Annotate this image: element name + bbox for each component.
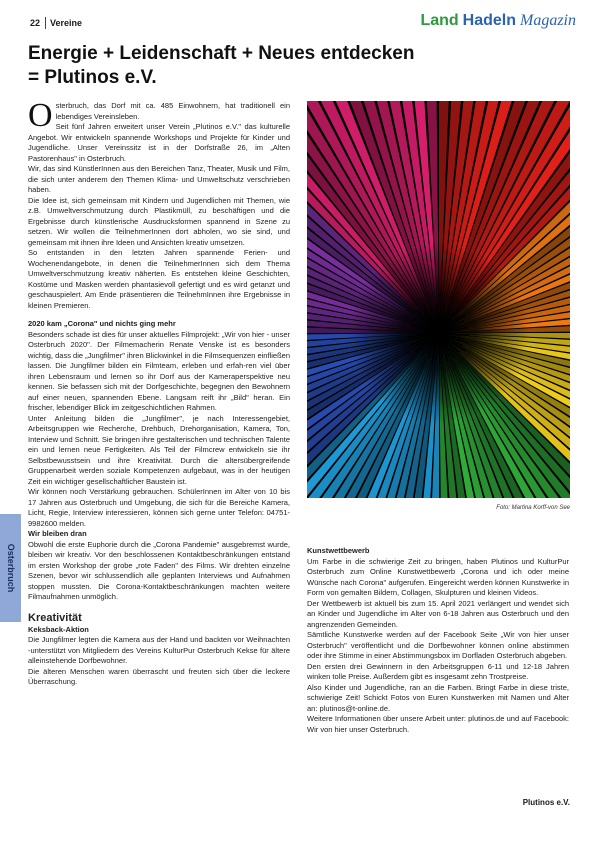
side-tab-osterbruch — [0, 514, 21, 622]
intro-text: sterbruch, das Dorf mit ca. 485 Einwohnern, hat traditionell ein lebendiges Vereinsleben. — [55, 101, 290, 121]
paragraph: Der Wettbewerb ist aktuell bis zum 15. April 2021 verlängert und wendet sich an Kinder und Jugendliche im Alter von 6-18 Jahren aus Osterbruch und den angrenzenden Gemeinden. — [307, 598, 569, 629]
photo-burst-graphic — [307, 101, 570, 498]
article-title — [28, 42, 448, 90]
magazine-logo — [420, 12, 576, 30]
subheading-kunstwettbewerb: Kunstwettbewerb — [307, 546, 370, 555]
subheading-dran: Wir bleiben dran — [28, 529, 87, 538]
paragraph: Wir können noch Verstärkung gebrauchen. SchülerInnen im Alter von 10 bis 17 Jahren aus Osterbruch und Umgebung, die sich für die Bereiche Kamera, Licht, Regie, Interview interessieren, können sich gerne unter Telefon: 04751-9982600 melden. — [28, 487, 290, 528]
left-column — [28, 97, 290, 688]
paragraph: So entstanden in den letzten Jahren spannende Ferien- und Wochenendangebote, in denen die TeilnehmerInnen sich dem Thema Umweltverschmutzung kreativ näherten. Es entstehen kleine Geschichten, Kostüme und Masken werden phantasievoll gefertigt und es wird getanzt und geschauspielert. Am Ende präsentieren die TeilnehmInnen ihre Ergebnisse in kleinen Premieren. — [28, 248, 290, 310]
logo-part-land: Land — [420, 12, 459, 29]
drop-cap: O — [28, 97, 53, 134]
burst-dark-center — [307, 133, 570, 498]
heading-kreativitaet: Kreativität — [28, 611, 82, 624]
paragraph: Um Farbe in die schwierige Zeit zu bringen, haben Plutinos und KulturPur Osterbruch zum Online Kunstwettbewerb „Corona und ich oder meine Wünsche nach Corona" aufgerufen. Eingereicht werden können Kunstwerke in Form von gemalten Bildern, Collagen, Skulpturen und kleinen Videos. — [307, 556, 569, 597]
article-author: Plutinos e.V. — [522, 798, 570, 807]
paragraph: Also Kinder und Jugendliche, ran an die Farben. Bringt Farbe in diese triste, schwierige Zeit! Schickt Fotos von Euren Kunstwerken mit Namen und Alter an: plutinos@t-online.de. — [307, 682, 569, 713]
intro-paragraph — [28, 97, 290, 134]
paragraph: Weitere Informationen über unsere Arbeit unter: plutinos.de und auf Facebook: Wir von hier unser Osterbruch. — [307, 714, 569, 734]
paragraph: Die älteren Menschen waren überrascht und freuten sich über die leckere Überraschung. — [28, 666, 290, 686]
paragraph: Die Idee ist, sich gemeinsam mit Kindern und Jugendlichen mit Themen, wie z.B. Umweltverschmutzung durch Plastikmüll, zu beschäftigen und die Ergebnisse durch künstlerische Ausdrucksformen spannend in Szene zu setzen. Wir wollen die TeilnehmerInnen dort abholen, wo sie sind, und gemeinsam mit ihnen ihre Ideen und Ansichten kreativ umsetzen. — [28, 195, 290, 247]
side-tab-label: Osterbruch — [5, 543, 16, 593]
subheading-corona: 2020 kam „Corona" und nichts ging mehr — [28, 319, 176, 328]
logo-part-magazin: Magazin — [520, 12, 576, 29]
paragraph: Seit fünf Jahren erweitert unser Verein „Plutinos e.V." das kulturelle Angebot. Wir entwickeln spannende Workshops und Projekte für Kinder und Jugendliche. Unser Vereinssitz ist in der Dorfstraße 26, im „Alten Pastorenhaus" in Osterbruch. — [28, 122, 290, 163]
paragraph: Obwohl die erste Euphorie durch die „Corona Pandemie" ausgebremst wurde, bleiben wir kreativ. Vor den beschlossenen Kontaktbeschränkungen entstand im ersten Workshop der grobe „rote Faden" des Films. Wir drehten einzelne Szenen, bevor wir schlussendlich alle geplanten Interviews und Aufnahmen stoppen mussten. Die Corona-Kontaktbeschränkungen machten weitere Filmaufnahmen unmöglich. — [28, 539, 290, 601]
section-label: Vereine — [50, 18, 83, 28]
paragraph: Wir, das sind KünstlerInnen aus den Bereichen Tanz, Theater, Musik und Film, die sich unter anderem den Themen Klima- und Umweltschutz verschrieben haben. — [28, 164, 290, 194]
logo-part-hadeln: Hadeln — [462, 12, 516, 29]
right-column — [307, 546, 569, 735]
title-line-2: = Plutinos e.V. — [28, 67, 157, 88]
paragraph: Besonders schade ist dies für unser aktuelles Filmprojekt: „Wir von hier - unser Osterbruch 2020". Der Filmemacherin Renate Venske ist es besonders wichtig, dass die „Jungfilmer" ihren Blickwinkel in die Filmsequenzen einfließen lassen. Die Jungfilmer bilden ein Filmteam, erleben und erfah-ren viel über ihren Lebensraum und lernen so ihr Dorf aus der Kameraperspektive neu kennen. Sie befassen sich mit der Dorfgeschichte, begegnen den Bewohnern auf einer neuen, spannenden Ebene. Langsam reift ihr „Bild" heran. Ein frischer, lebendiger Blick im zeitgeschichtlichen Rahmen. — [28, 329, 290, 412]
colorful-explosion-photo — [307, 101, 570, 498]
paragraph: Sämtliche Kunstwerke werden auf der Facebook Seite „Wir von hier unser Osterbruch" veröffentlicht und die Dorfbewohner können online abstimmen oder ihre Stimme in einer Abstimmungsbox im Dorfladen Osterbruch abgeben. — [307, 630, 569, 660]
page-number: 22 — [30, 18, 41, 28]
subheading-keksback: Keksback-Aktion — [28, 624, 89, 634]
paragraph: Unter Anleitung bilden die „Jungfilmer", je nach Interessengebiet, Arbeitsgruppen wie Recherche, Drehbuch, Drehorganisation, Kamera, Ton, Interview und Schnitt. Sie bringen ihre gestalterischen und technischen Talente ein und lernen neue Fertigkeiten. Als Teil der Filmcrew entwickeln sie ihr Selbstbewusstsein und ihre Kreativität. Durch die altersübergreifende Gruppenarbeit werden soziale Kompetenzen aufgebaut, was in der heutigen Zeit ein wichtiger gesellschaftlicher Baustein ist. — [28, 413, 290, 486]
paragraph: Die Jungfilmer legten die Kamera aus der Hand und backten vor Weihnachten -unterstützt von Mitgliedern des Vereins KulturPur Osterbruch Kekse für ältere alleinstehende Dorfbewohner. — [28, 635, 290, 665]
header-separator — [45, 17, 46, 29]
paragraph: Den ersten drei Gewinnern in den Arbeitsgruppen 6-11 und 12-18 Jahren winken tolle Preise. Außerdem gibt es insgesamt zehn Trostpreise. — [307, 661, 569, 681]
title-line-1: Energie + Leidenschaft + Neues entdecken — [28, 43, 415, 64]
photo-credit: Foto: Martina Korff-von See — [496, 505, 570, 511]
